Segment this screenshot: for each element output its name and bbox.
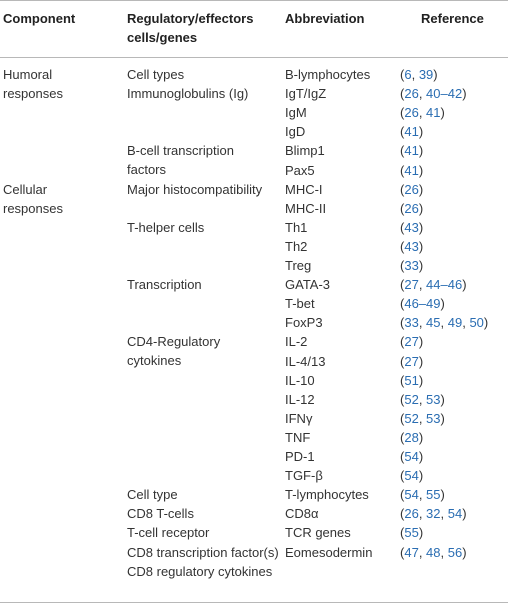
reference-punctuation: ( [400, 239, 405, 254]
reference-punctuation: , [440, 506, 448, 521]
reference-link[interactable]: 54 [447, 506, 463, 521]
reference-punctuation: ) [462, 86, 467, 101]
reference-punctuation: ) [462, 506, 467, 521]
reference-link[interactable]: 6 [404, 67, 412, 82]
reference-punctuation: ) [418, 220, 424, 235]
cell-component: responses [3, 201, 63, 217]
cell-regulatory: Cell type [127, 487, 178, 502]
reference-punctuation: ) [418, 449, 424, 464]
cell-reference [400, 487, 445, 502]
reference-link[interactable]: 39 [418, 67, 434, 82]
header-reference: Reference [421, 11, 484, 26]
cell-reference [400, 430, 423, 445]
reference-punctuation: ) [440, 105, 445, 120]
reference-punctuation: ( [400, 201, 405, 216]
reference-punctuation: , [440, 545, 448, 560]
reference-punctuation: ) [418, 334, 424, 349]
reference-punctuation: ( [400, 354, 405, 369]
reference-punctuation: ( [400, 487, 405, 502]
reference-punctuation: ( [400, 373, 405, 388]
header-regulatory-line1: Regulatory/effectors [127, 11, 254, 26]
reference-punctuation: ) [462, 545, 467, 560]
reference-punctuation: ( [400, 545, 405, 560]
cell-reference [400, 220, 423, 235]
cell-reference [400, 86, 467, 101]
reference-link[interactable]: 52 [404, 392, 419, 407]
reference-link[interactable]: 32 [426, 506, 441, 521]
header-component: Component [3, 11, 76, 26]
reference-link[interactable]: 26 [404, 201, 419, 216]
reference-punctuation: ) [418, 163, 424, 178]
cell-regulatory: Cell types [127, 67, 185, 82]
cell-regulatory: CD8 T-cells [127, 506, 194, 521]
cell-abbreviation: IgT/IgZ [285, 86, 327, 101]
reference-link[interactable]: 55 [426, 487, 441, 502]
cell-abbreviation: Blimp1 [285, 143, 325, 158]
cell-abbreviation: IFNγ [285, 411, 313, 426]
reference-link[interactable]: 53 [426, 411, 441, 426]
reference-punctuation: ( [400, 86, 405, 101]
cell-abbreviation: B-lymphocytes [285, 67, 371, 82]
reference-punctuation: ) [418, 354, 424, 369]
reference-punctuation: ) [483, 315, 489, 330]
reference-punctuation: ) [418, 373, 424, 388]
cell-reference [400, 296, 445, 311]
cell-abbreviation: TCR genes [285, 525, 351, 540]
cell-reference [400, 124, 423, 139]
reference-punctuation: , [418, 487, 427, 502]
cell-abbreviation: T-bet [285, 296, 315, 311]
cell-abbreviation: Th2 [285, 239, 308, 254]
cell-regulatory: Transcription [127, 277, 202, 292]
cell-abbreviation: IgD [285, 124, 306, 139]
reference-punctuation: ) [418, 430, 424, 445]
reference-link[interactable]: 56 [447, 545, 463, 560]
cell-component: Humoral [3, 67, 53, 82]
cell-reference [400, 143, 423, 158]
reference-link[interactable]: 55 [404, 525, 419, 540]
reference-punctuation: ( [400, 525, 405, 540]
reference-link[interactable]: 54 [404, 468, 419, 483]
reference-link[interactable]: 33 [404, 315, 419, 330]
reference-link[interactable]: 41 [404, 143, 419, 158]
cell-component: Cellular [3, 182, 48, 197]
table-top-rule [0, 0, 508, 1]
table-header-rule [0, 57, 508, 58]
reference-punctuation: ( [400, 277, 405, 292]
reference-link[interactable]: 26 [404, 105, 419, 120]
cell-reference [400, 182, 423, 197]
reference-link[interactable]: 41 [404, 124, 419, 139]
cell-abbreviation: IL-12 [285, 392, 315, 407]
reference-punctuation: ) [440, 411, 445, 426]
cell-abbreviation: IgM [285, 105, 307, 120]
cell-regulatory: CD8 transcription factor(s) [127, 545, 279, 560]
reference-punctuation: ) [418, 143, 424, 158]
reference-punctuation: ) [418, 258, 424, 273]
reference-punctuation: , [418, 105, 427, 120]
reference-link[interactable]: 41 [426, 105, 441, 120]
cell-regulatory: Immunoglobulins (Ig) [127, 86, 249, 101]
cell-regulatory: cytokines [127, 353, 182, 369]
reference-punctuation: ( [400, 105, 405, 120]
reference-punctuation: ( [400, 334, 405, 349]
reference-punctuation: ( [400, 430, 405, 445]
reference-punctuation: ) [418, 468, 424, 483]
reference-punctuation: ( [400, 220, 405, 235]
reference-punctuation: ) [440, 296, 445, 311]
reference-link[interactable]: 26 [404, 86, 419, 101]
cell-reference [400, 201, 423, 216]
reference-link[interactable]: 28 [404, 430, 419, 445]
cell-reference [400, 468, 423, 483]
cell-reference [400, 105, 445, 120]
reference-link[interactable]: 49 [447, 315, 463, 330]
reference-link[interactable]: 40–42 [426, 86, 463, 101]
cell-regulatory: T-helper cells [127, 220, 205, 235]
cell-abbreviation: TNF [285, 430, 311, 445]
cell-abbreviation: CD8α [285, 506, 319, 521]
cell-abbreviation: IL-4/13 [285, 354, 326, 369]
cell-abbreviation: TGF-β [285, 468, 323, 483]
reference-link[interactable]: 44–46 [426, 277, 463, 292]
cell-reference [400, 373, 423, 388]
reference-link[interactable]: 51 [404, 373, 419, 388]
reference-link[interactable]: 48 [426, 545, 441, 560]
cell-abbreviation: FoxP3 [285, 315, 323, 330]
reference-punctuation: ) [418, 201, 424, 216]
cell-regulatory: CD8 regulatory cytokines [127, 564, 273, 579]
cell-reference [400, 334, 423, 349]
reference-link[interactable]: 27 [404, 277, 419, 292]
cell-reference [400, 525, 423, 540]
cell-abbreviation: Pax5 [285, 163, 315, 178]
reference-punctuation: ( [400, 296, 405, 311]
reference-link[interactable]: 26 [404, 506, 419, 521]
header-abbreviation: Abbreviation [285, 11, 365, 26]
reference-link[interactable]: 41 [404, 163, 419, 178]
reference-punctuation: ( [400, 182, 405, 197]
cell-abbreviation: IL-2 [285, 334, 308, 349]
cell-abbreviation: GATA-3 [285, 277, 331, 292]
reference-punctuation: , [462, 315, 470, 330]
reference-link[interactable]: 27 [404, 334, 419, 349]
reference-punctuation: ) [418, 239, 424, 254]
reference-punctuation: , [418, 315, 427, 330]
cell-reference [400, 67, 438, 82]
cell-abbreviation: T-lymphocytes [285, 487, 369, 502]
cell-component: responses [3, 86, 63, 102]
reference-punctuation: ( [400, 506, 405, 521]
reference-punctuation: , [418, 411, 427, 426]
cell-abbreviation: PD-1 [285, 449, 315, 464]
cell-reference [400, 449, 423, 464]
reference-punctuation: ( [400, 449, 405, 464]
header-regulatory-line2: cells/genes [127, 30, 198, 45]
reference-punctuation: , [418, 392, 427, 407]
reference-punctuation: ) [418, 182, 424, 197]
reference-punctuation: , [418, 506, 427, 521]
reference-link[interactable]: 52 [404, 411, 419, 426]
reference-punctuation: ) [440, 392, 445, 407]
cell-reference [400, 411, 445, 426]
reference-punctuation: ) [418, 124, 424, 139]
cell-reference [400, 506, 467, 521]
cell-reference [400, 239, 423, 254]
reference-punctuation: ( [400, 143, 405, 158]
cell-abbreviation: IL-10 [285, 373, 315, 388]
reference-punctuation: , [418, 86, 427, 101]
reference-punctuation: ( [400, 258, 405, 273]
cell-abbreviation: Th1 [285, 220, 308, 235]
cell-reference [400, 258, 423, 273]
reference-link[interactable]: 43 [404, 239, 419, 254]
cell-regulatory: CD4-Regulatory [127, 334, 221, 349]
reference-punctuation: , [411, 67, 419, 82]
reference-punctuation: ( [400, 411, 405, 426]
reference-link[interactable]: 50 [469, 315, 484, 330]
reference-punctuation: ( [400, 468, 405, 483]
reference-punctuation: ( [400, 392, 405, 407]
cell-abbreviation: Treg [285, 258, 312, 273]
reference-link[interactable]: 33 [404, 258, 419, 273]
reference-link[interactable]: 53 [426, 392, 441, 407]
reference-punctuation: ) [418, 525, 424, 540]
reference-link[interactable]: 45 [426, 315, 441, 330]
reference-punctuation: ) [440, 487, 445, 502]
reference-link[interactable]: 46–49 [404, 296, 441, 311]
cell-abbreviation: MHC-I [285, 182, 323, 197]
reference-punctuation: ( [400, 67, 405, 82]
reference-punctuation: ( [400, 163, 405, 178]
cell-regulatory: factors [127, 162, 167, 178]
reference-punctuation: , [440, 315, 448, 330]
cell-abbreviation: MHC-II [285, 201, 327, 216]
cell-regulatory: Major histocompatibility [127, 182, 263, 197]
reference-punctuation: ) [462, 277, 467, 292]
reference-link[interactable]: 54 [404, 487, 419, 502]
cell-reference [400, 163, 423, 178]
cell-reference [400, 354, 423, 369]
cell-reference [400, 392, 445, 407]
reference-punctuation: ( [400, 315, 405, 330]
cell-abbreviation: Eomesodermin [285, 545, 373, 560]
reference-punctuation: , [418, 277, 427, 292]
reference-link[interactable]: 26 [404, 182, 419, 197]
reference-link[interactable]: 47 [404, 545, 419, 560]
reference-link[interactable]: 43 [404, 220, 419, 235]
reference-punctuation: ) [433, 67, 438, 82]
cell-regulatory: T-cell receptor [127, 525, 210, 540]
reference-punctuation: , [418, 545, 427, 560]
cell-reference [400, 545, 467, 560]
reference-punctuation: ( [400, 124, 405, 139]
reference-link[interactable]: 27 [404, 354, 419, 369]
reference-link[interactable]: 54 [404, 449, 419, 464]
cell-reference [400, 277, 467, 292]
cell-reference [400, 315, 488, 330]
cell-regulatory: B-cell transcription [127, 143, 234, 158]
